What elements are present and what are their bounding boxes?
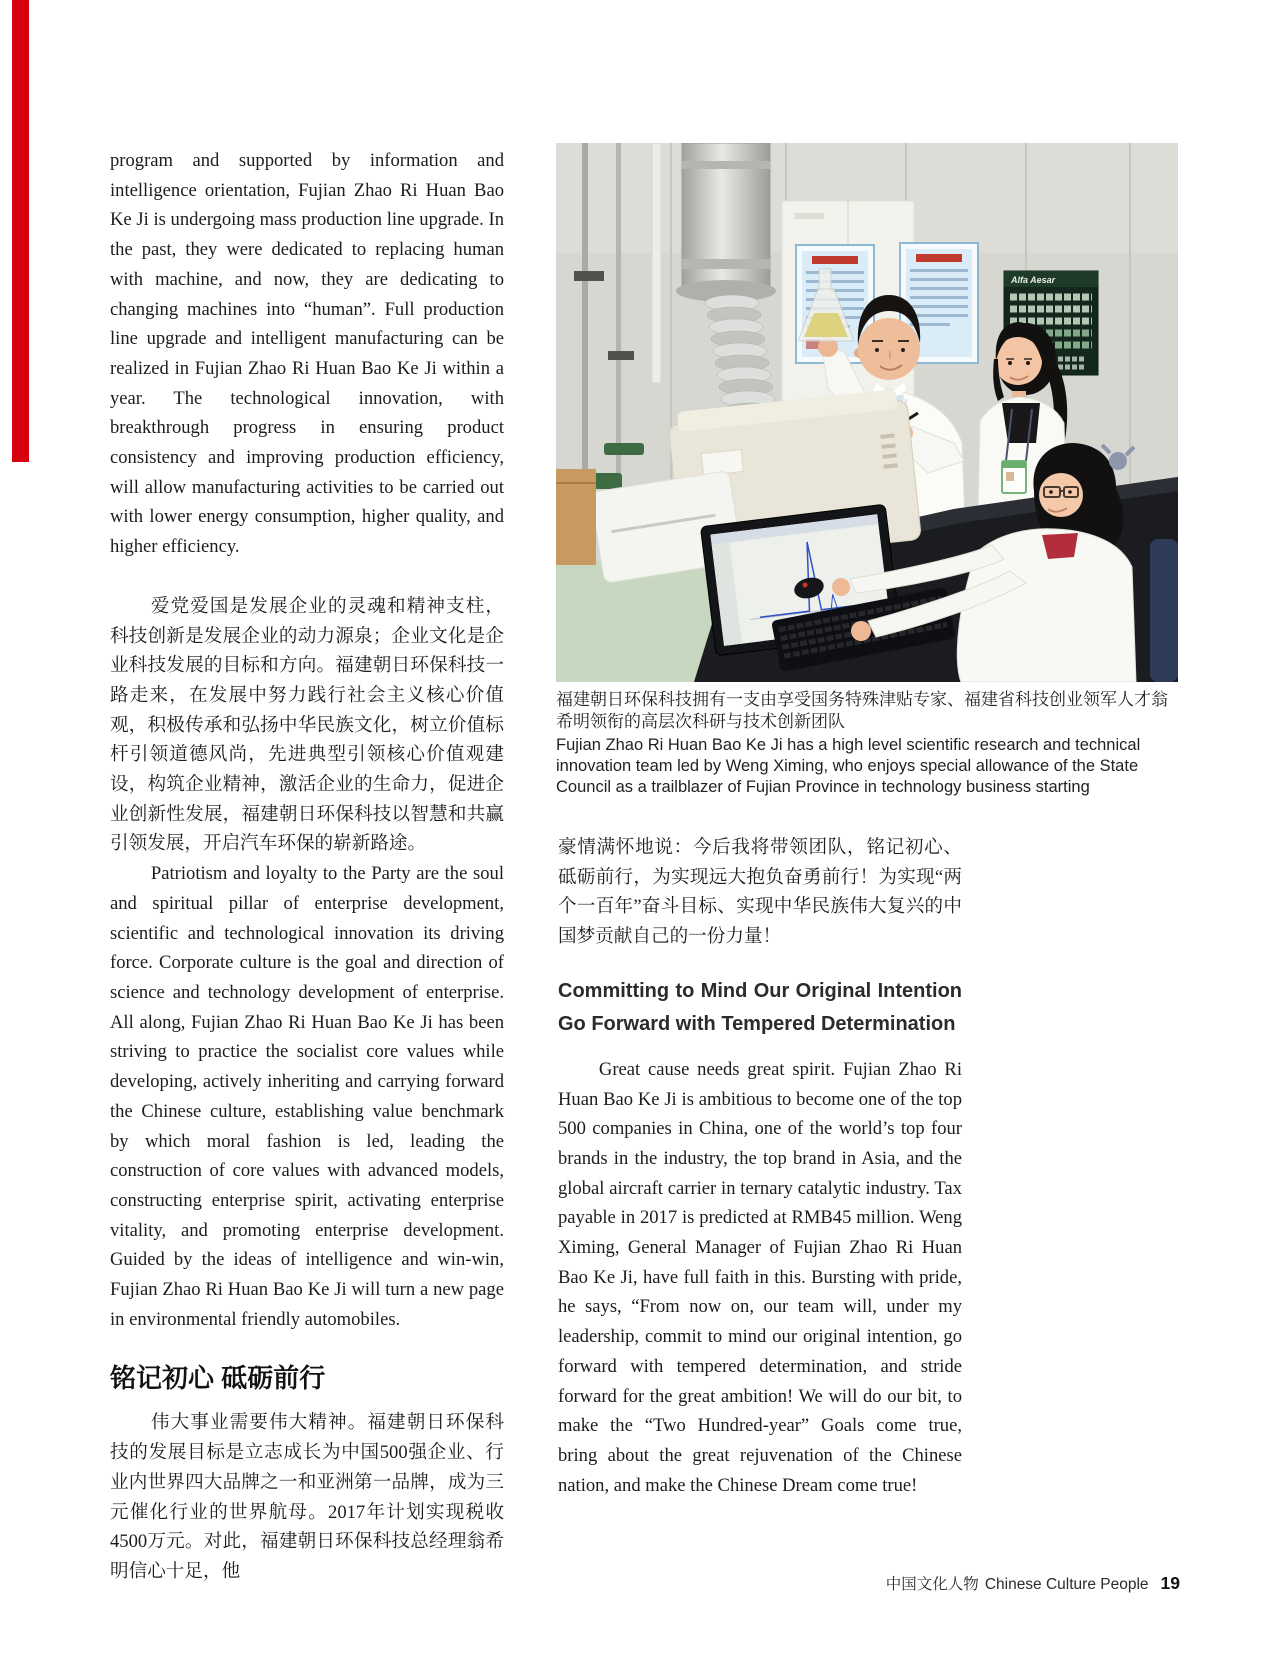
right-text-column xyxy=(558,833,962,1500)
page-footer xyxy=(0,1572,1180,1594)
photo-caption-english: Fujian Zhao Ri Huan Bao Ke Ji has a high level scientific research and technical innovation team led by Weng Ximing, who enjoys special allowance of the State Council as a trailblazer of Fujian Province in technology business starting xyxy=(556,736,1141,796)
page-number: 19 xyxy=(1160,1573,1180,1593)
poster-brand-text: Alfa Aesar xyxy=(1011,275,1056,285)
paragraph-chinese-1: 爱党爱国是发展企业的灵魂和精神支柱，科技创新是发展企业的动力源泉；企业文化是企业科技发展的目标和方向。福建朝日环保科技一路走来，在发展中努力践行社会主义核心价值观，积极传承和弘扬中华民族文化，树立价值标杆引领道德风尚，先进典型引领核心价值观建设，构筑企业精神，激活企业的生命力，促进企业创新性发展，福建朝日环保科技以智慧和共赢引领发展，开启汽车环保的崭新路途。 xyxy=(110,595,504,855)
left-text-column xyxy=(110,146,504,1587)
paragraph-english-1: program and supported by information and intelligence orientation, Fujian Zhao Ri Huan Bao Ke Ji is undergoing mass production line upgrade. In the past, they were dedicated to replacing human with machine, and now, they are dedicating to changing machines into “human”. Full production line upgrade and intelligent manufacturing can be realized in Fujian Zhao Ri Huan Bao Ke Ji within a year. The technological innovation, with breakthrough progress in ensuring product consistency and improving production efficiency, will allow manufacturing activities to be carried out with lower energy consumption, higher quality, and higher efficiency. xyxy=(110,150,504,558)
paragraph-english-3: Great cause needs great spirit. Fujian Zhao Ri Huan Bao Ke Ji is ambitious to become one of the top 500 companies in China, one of the world’s top four brands in the industry, the top brand in Asia, and the global aircraft carrier in ternary catalytic industry. Tax payable in 2017 is predicted at RMB45 million. Weng Ximing, General Manager of Fujian Zhao Ri Huan Bao Ke Ji, have full faith in this. Bursting with pride, he says, “From now on, our team will, under my leadership, commit to mind our original intention, go forward with tempered determination, and stride forward for the great ambition! We will do our bit, to make the “Two Hundred-year” Goals come true, bring about the great rejuvenation of the Chinese nation, and make the Chinese Dream come true! xyxy=(558,1058,962,1496)
section-heading-english-line1: Committing to Mind Our Original Intention xyxy=(558,979,962,1002)
paragraph-english-2: Patriotism and loyalty to the Party are the soul and spiritual pillar of enterprise development, scientific and technological innovation its driving force. Corporate culture is the goal and direction of science and technology development of enterprise. All along, Fujian Zhao Ri Huan Bao Ke Ji has been striving to practice the socialist core values while developing, actively inheriting and carrying forward the Chinese culture, establishing value benchmark by which moral fashion is led, leading the construction of core values with advanced models, constructing enterprise spirit, activating enterprise vitality, and promoting enterprise development. Guided by the ideas of intelligence and win-win, Fujian Zhao Ri Huan Bao Ke Ji will turn a new page in environmental friendly automobiles. xyxy=(110,863,504,1330)
section-heading-chinese: 铭记初心 砥砺前行 xyxy=(110,1363,326,1394)
section-heading-english-line2: Go Forward with Tempered Determination xyxy=(558,1012,956,1035)
journal-name-chinese: 中国文化人物 xyxy=(885,1576,979,1593)
paragraph-chinese-3: 豪情满怀地说：今后我将带领团队，铭记初心、砥砺前行，为实现远大抱负奋勇前行！为实现“两个一百年”奋斗目标、实现中华民族伟大复兴的中国梦贡献自己的一份力量！ xyxy=(558,837,962,948)
page-edge-red-tab xyxy=(12,0,29,462)
photo-caption xyxy=(556,689,1180,798)
cardboard-box xyxy=(556,469,596,565)
journal-name-english: Chinese Culture People xyxy=(984,1576,1149,1593)
photo-caption-chinese: 福建朝日环保科技拥有一支由享受国务特殊津贴专家、福建省科技创业领军人才翁希明领衔的高层次科研与技术创新团队 xyxy=(556,690,1168,731)
office-chair xyxy=(1150,539,1178,682)
paragraph-chinese-2: 伟大事业需要伟大精神。福建朝日环保科技的发展目标是立志成长为中国500强企业、行业内世界四大品牌之一和亚洲第一品牌，成为三元催化行业的世界航母。2017年计划实现税收4500万元。对此，福建朝日环保科技总经理翁希明信心十足，他 xyxy=(110,1412,504,1582)
lab-photo-illustration xyxy=(556,143,1178,682)
lab-team-photo xyxy=(556,143,1178,682)
section-heading-english xyxy=(558,975,962,1041)
